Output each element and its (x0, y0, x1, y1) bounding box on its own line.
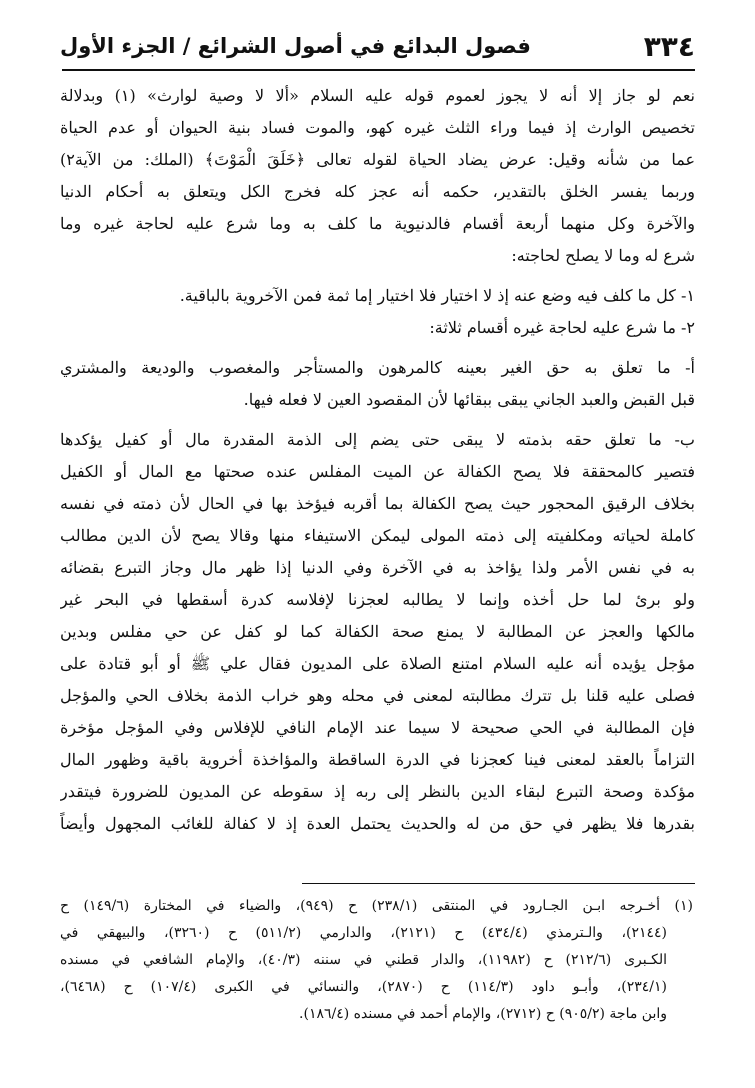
text-line: عما من شأنه وقيل: عرض يضاد الحياة لقوله تعالى ﴿خَلَقَ الْمَوْتَ﴾ (الملك: من الآية٢) (60, 150, 695, 169)
text-line: شرع له وما لا يصلح لحاجته: (511, 246, 695, 265)
text-line: والآخرة وكل منهما أربعة أقسام فالدنيوية ما كلف به وما شرع عليه لحاجة غيره وما (60, 214, 695, 233)
text-line: تخصيص الوارث إذ فيما وراء الثلث غيره كهو، والموت فساد بنية الحيوان أو عدم الحياة (60, 118, 695, 137)
text-line: به في نفس الأمر ولذا يؤاخذ به في الآخرة وفي الدنيا إذا ظهر مال وجاز التبرع بقضائه (60, 558, 695, 577)
list-item: ٢- ما شرع عليه لحاجة غيره أقسام ثلاثة: (429, 318, 695, 337)
footnote-divider (302, 883, 695, 884)
header-divider (62, 69, 695, 71)
text-line: فتصير كالمحققة فلا يصح الكفالة عن الميت المفلس عنده صحتها مع المال أو الكفيل (60, 462, 695, 481)
body-text (60, 80, 695, 840)
text-line: نعم لو جاز إلا أنه لا يجوز لعموم قوله عليه السلام «ألا لا وصية لوارث» (١) وبدلالة (60, 86, 695, 105)
footnotes (60, 893, 693, 1028)
page-number: ٣٣٤ (643, 30, 695, 63)
footnote-line: الكـبرى (٢١٢/٦) ح (١١٩٨٢)، والدار قطني في سننه (٤٠/٣)، والإمام الشافعي في مسنده (60, 952, 667, 968)
text-line: أ- ما تعلق به حق الغير بعينه كالمرهون والمستأجر والمغصوب والوديعة والمشتري (60, 358, 695, 377)
text-line: التزاماً بالعقد لمعنى فينا كعجزنا في الدرة الساقطة والمؤاخذة أخروية باقية وظهور المال (60, 750, 695, 769)
footnote-line: وابن ماجة (٩٠٥/٢) ح (٢٧١٢)، والإمام أحمد في مسنده (١٨٦/٤). (299, 1006, 667, 1022)
footnote-line: (٢١٤٤)، والـترمذي (٤٣٤/٤) ح (٢١٢١)، والدارمي (٥١١/٢) ح (٣٢٦٠)، والبيهقي في (60, 925, 667, 941)
text-line: بقدرها فلا يظهر في حق من له والحديث يحتمل العدة إذ لا كفالة للغائب المجهول وأيضاً (60, 814, 695, 833)
running-title: فصول البدائع في أصول الشرائع / الجزء الأول (60, 34, 531, 58)
text-line: وربما يفسر الخلق بالتقدير، حكمه أنه عجز كله فخرج الكل ويتعلق به أحكام الدنيا (60, 182, 695, 201)
text-line: ب- ما تعلق حقه بذمته لا يبقى حتى يضم إلى الذمة المقدرة مال أو كفيل يؤكدها (60, 430, 695, 449)
page-header (60, 28, 695, 68)
text-line: بخلاف الرقيق المحجور حيث يصح الكفالة بما أقربه فيؤخذ بها في الحال لأن ذمته في نفسه (60, 494, 695, 513)
text-line: ولو برئ لما حل أخذه وإنما لا يطالبه لعجزنا لإفلاسه كدرة أسقطها في البحر غير (60, 590, 695, 609)
text-line: فإن المطالبة في الحي صحيحة لا سيما عند الإمام النافي للإفلاس وفي المؤجل مؤخرة (60, 718, 695, 737)
footnote-line: (١) أخـرجه ابـن الجـارود في المنتقى (٢٣٨/١) ح (٩٤٩)، والضياء في المختارة (١٤٩/٦) ح (60, 898, 693, 914)
text-line: فصلى عليه قلنا بل تترك مطالبته لمعنى في محله وهو خراب الذمة بخلاف الحي والمؤجل (60, 686, 695, 705)
text-line: كاملة لحياته ومكلفيته إلى ذمته المولى ليمكن الاستيفاء منها وقالا يصح لأن الدين مطالب (60, 526, 695, 545)
list-item: ١- كل ما كلف فيه وضع عنه إذ لا اختيار فلا اختيار إما ثمة فمن الآخروية بالباقية. (179, 286, 695, 305)
text-line: مؤجل يؤيده أنه عليه السلام امتنع الصلاة على المديون فقال علي ﷺ أو أبو قتادة على (60, 654, 695, 673)
footnote-line: (٢٣٤/١)، وأبـو داود (١١٤/٣) ح (٢٨٧٠)، والنسائي في الكبرى (١٠٧/٤) ح (٦٤٦٨)، (60, 979, 667, 995)
text-line: قبل القبض والعبد الجاني يبقى ببقائها لأن المقصود العين لا فعله فيها. (243, 390, 695, 409)
text-line: مالكها والعجز عن المطالبة لا يمنع صحة الكفالة كما لو كفل عن حي مفلس وبدين (60, 622, 695, 641)
text-line: مؤكدة وصحة التبرع لبقاء الدين بالنظر إلى ربه إذ سقوطه عن المديون للضرورة فيتقدر (60, 782, 695, 801)
